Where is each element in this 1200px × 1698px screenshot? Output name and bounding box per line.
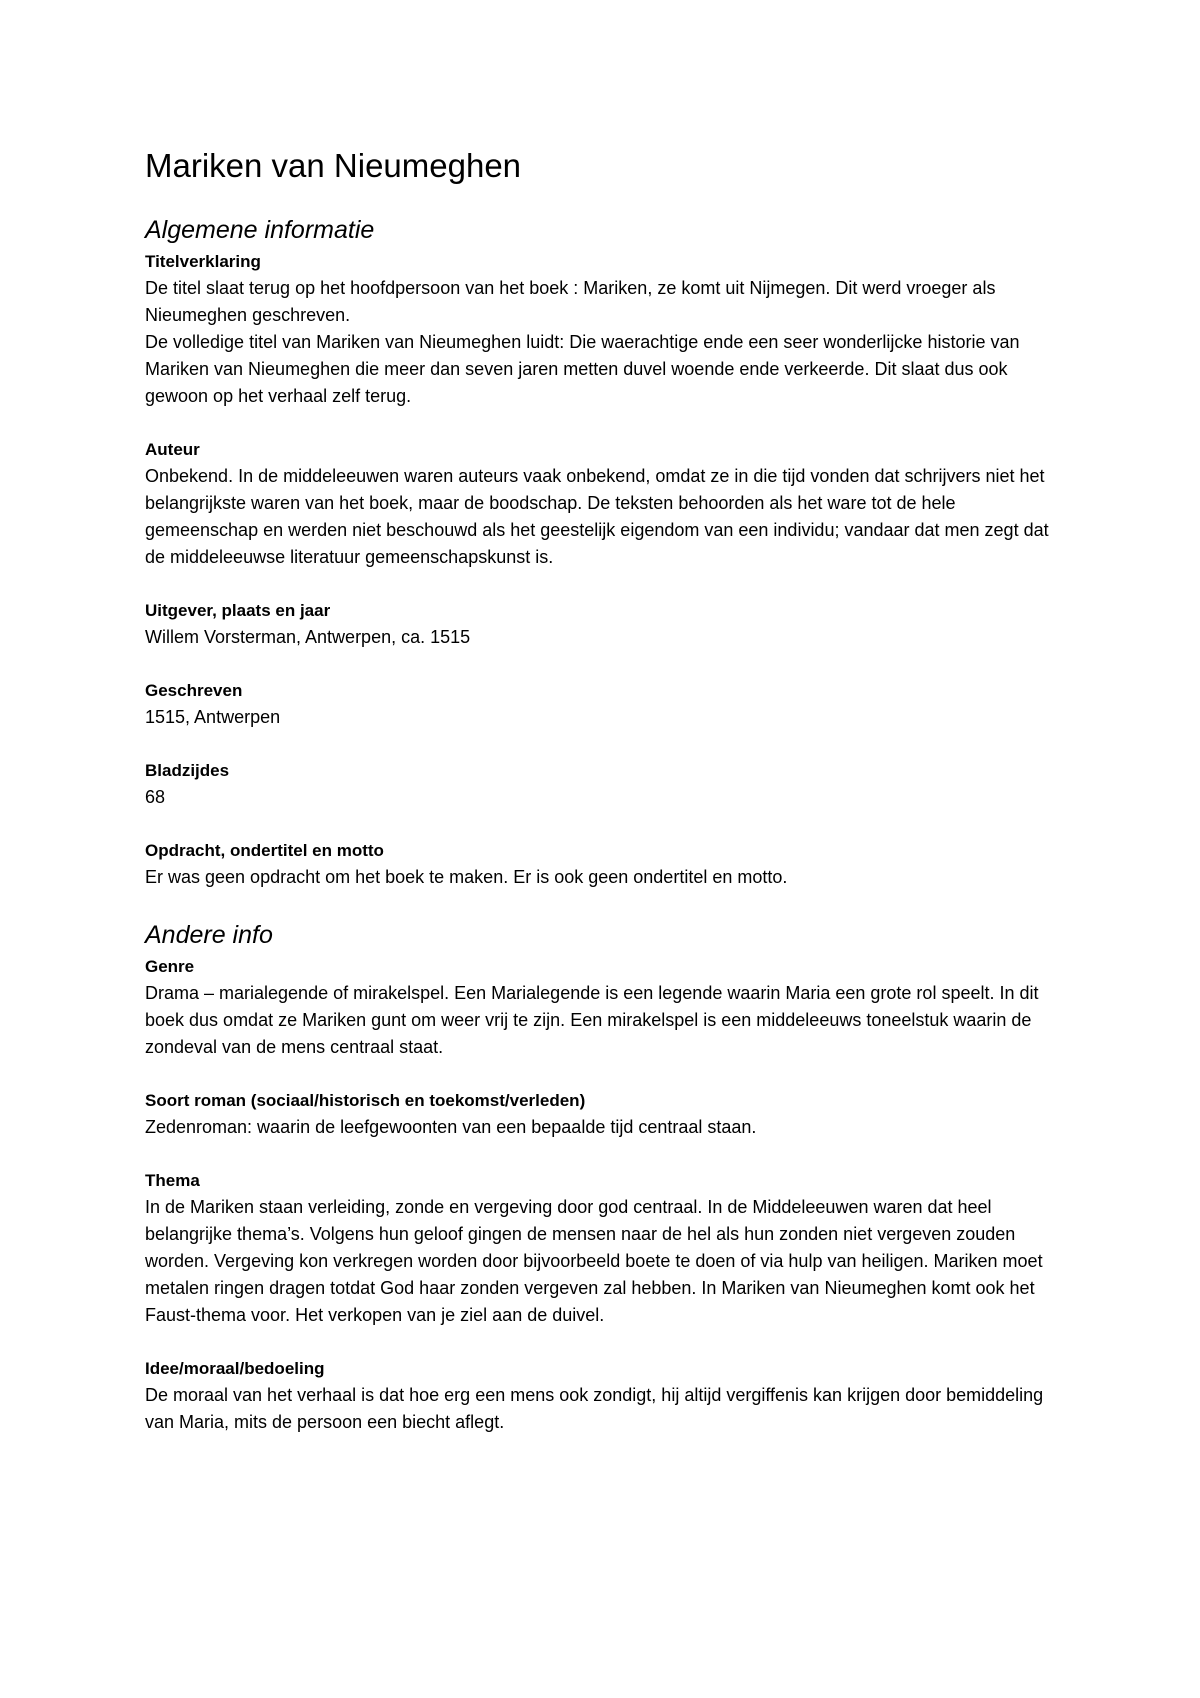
field-titelverklaring: [145, 248, 1065, 410]
field-soort-roman: [145, 1087, 1065, 1141]
field-paragraph: In de Mariken staan verleiding, zonde en vergeving door god centraal. In de Middeleeuwen waren dat heel belangrijke thema’s. Volgens hun geloof gingen de mensen naar de hel als hun zonden niet vergeven zouden worden. Vergeving kon verkregen worden door bijvoorbeeld boete te doen of via hulp van heiligen. Mariken moet metalen ringen dragen totdat God haar zonden vergeven zal hebben. In Mariken van Nieumeghen komt ook het Faust-thema voor. Het verkopen van je ziel aan de duivel.: [145, 1197, 1043, 1325]
field-label: Bladzijdes: [145, 761, 230, 780]
field-label: Idee/moraal/bedoeling: [145, 1359, 325, 1378]
field-paragraph: Zedenroman: waarin de leefgewoonten van een bepaalde tijd centraal staan.: [145, 1117, 757, 1137]
field-uitgever: [145, 597, 1065, 651]
field-geschreven: [145, 677, 1065, 731]
field-paragraph: 68: [145, 787, 166, 807]
field-label: Uitgever, plaats en jaar: [145, 601, 331, 620]
field-paragraph: Willem Vorsterman, Antwerpen, ca. 1515: [145, 627, 471, 647]
field-opdracht: [145, 837, 1065, 891]
document-page: [145, 140, 1065, 1462]
section-andere-info: [145, 917, 1065, 1436]
field-paragraph: Onbekend. In de middeleeuwen waren auteurs vaak onbekend, omdat ze in die tijd vonden dat schrijvers niet het belangrijkste waren van het boek, maar de boodschap. De teksten behoorden als het ware tot de hele gemeenschap en werden niet beschouwd als het geestelijk eigendom van een individu; vandaar dat men zegt dat de middeleeuwse literatuur gemeenschapskunst is.: [145, 466, 1049, 567]
field-paragraph: Drama – marialegende of mirakelspel. Een Marialegende is een legende waarin Maria een grote rol speelt. In dit boek dus omdat ze Mariken gunt om weer vrij te zijn. Een mirakelspel is een middeleeuws toneelstuk waarin de zondeval van de mens centraal staat.: [145, 983, 1039, 1057]
field-paragraph: Er was geen opdracht om het boek te maken. Er is ook geen ondertitel en motto.: [145, 867, 788, 887]
field-label: Genre: [145, 957, 195, 976]
field-paragraph: De titel slaat terug op het hoofdpersoon van het boek : Mariken, ze komt uit Nijmegen. Dit werd vroeger als Nieumeghen geschreven.: [145, 278, 996, 325]
field-paragraph: 1515, Antwerpen: [145, 707, 281, 727]
field-label: Auteur: [145, 440, 200, 459]
field-auteur: [145, 436, 1065, 571]
field-paragraph: De moraal van het verhaal is dat hoe erg een mens ook zondigt, hij altijd vergiffenis kan krijgen door bemiddeling van Maria, mits de persoon een biecht aflegt.: [145, 1385, 1044, 1432]
field-genre: [145, 953, 1065, 1061]
document-title: Mariken van Nieumeghen: [145, 147, 522, 184]
field-label: Soort roman (sociaal/historisch en toekomst/verleden): [145, 1091, 586, 1110]
section-heading: Algemene informatie: [145, 216, 375, 244]
field-paragraph: De volledige titel van Mariken van Nieumeghen luidt: Die waerachtige ende een seer wonderlijcke historie van Mariken van Nieumeghen die meer dan seven jaren metten duvel woende ende verkeerde. Dit slaat dus ook gewoon op het verhaal zelf terug.: [145, 332, 1020, 406]
field-label: Geschreven: [145, 681, 243, 700]
field-label: Opdracht, ondertitel en motto: [145, 841, 384, 860]
section-algemene-informatie: [145, 212, 1065, 891]
field-label: Thema: [145, 1171, 200, 1190]
field-thema: [145, 1167, 1065, 1329]
field-label: Titelverklaring: [145, 252, 261, 271]
field-bladzijdes: [145, 757, 1065, 811]
field-idee-moraal: [145, 1355, 1065, 1436]
section-heading: Andere info: [145, 921, 273, 949]
